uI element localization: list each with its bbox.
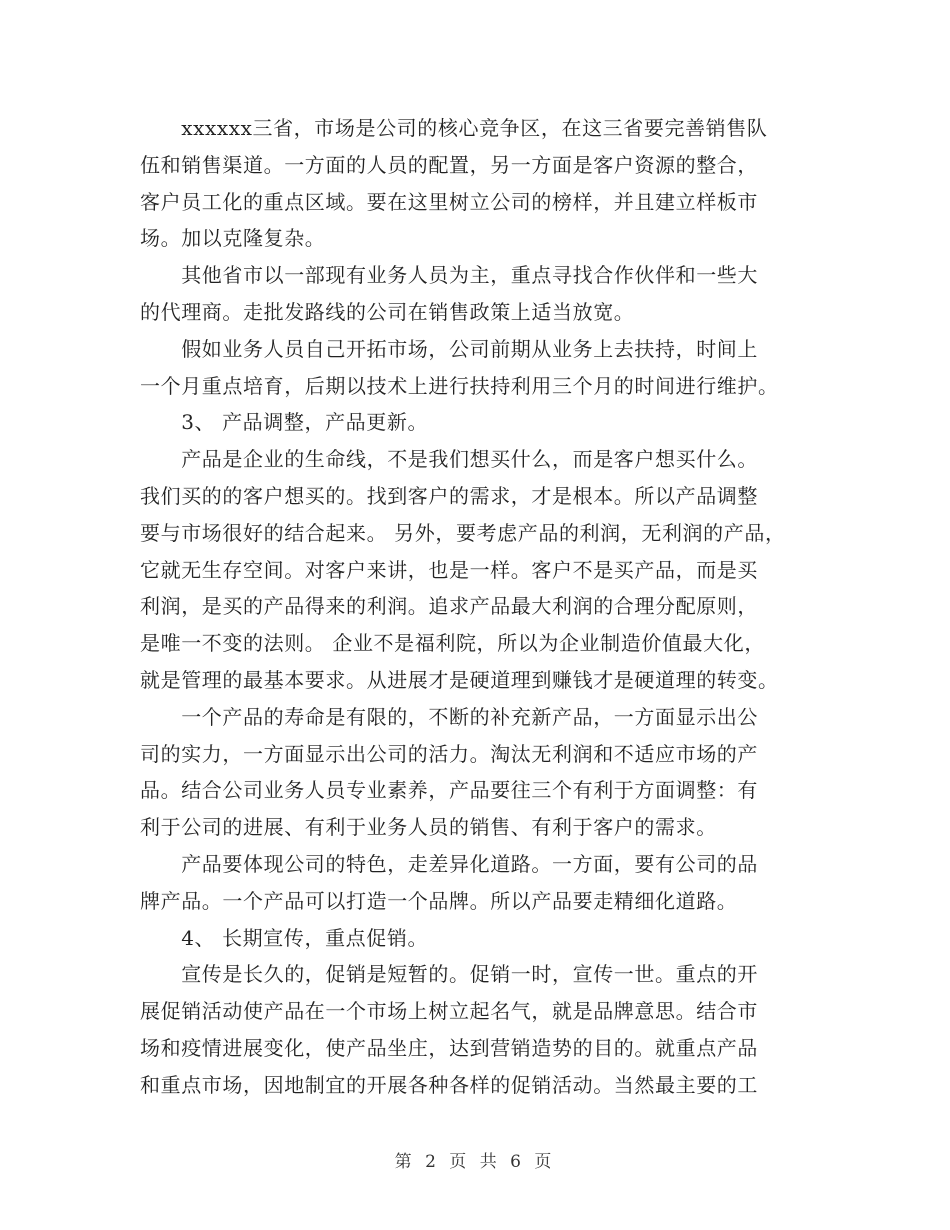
text-line: 场。加以克隆复杂。 (140, 226, 326, 251)
text-line: 场和疫情进展变化，使产品坐庄，达到营销造势的目的。就重点产品 (140, 1035, 758, 1060)
text-line: 司的实力，一方面显示出公司的活力。淘汰无利润和不适应市场的产 (140, 741, 758, 766)
text-line: 和重点市场，因地制宜的开展各种各样的促销活动。当然最主要的工 (140, 1072, 758, 1097)
text-line: 一个产品的寿命是有限的，不断的补充新产品，一方面显示出公 (140, 704, 758, 729)
text-line: 其他省市以一部现有业务人员为主，重点寻找合作伙伴和一些大 (140, 263, 758, 288)
text-line: 假如业务人员自己开拓市场，公司前期从业务上去扶持，时间上 (140, 336, 758, 361)
text-line: 是唯一不变的法则。 企业不是福利院，所以为企业制造价值最大化， (140, 631, 765, 656)
page-footer: 第 2 页 共 6 页 (394, 1152, 556, 1172)
text-line: 3、 产品调整，产品更新。 (140, 410, 429, 435)
text-line: 伍和销售渠道。一方面的人员的配置，另一方面是客户资源的整合， (140, 152, 758, 177)
text-line: 牌产品。一个产品可以打造一个品牌。所以产品要走精细化道路。 (140, 888, 738, 913)
text-line: 产品要体现公司的特色，走差异化道路。一方面，要有公司的品 (140, 851, 758, 876)
text-line: 展促销活动使产品在一个市场上树立起名气，就是品牌意思。结合市 (140, 999, 758, 1024)
text-line: 品。结合公司业务人员专业素养，产品要往三个有利于方面调整：有 (140, 778, 758, 803)
text-line: 4、 长期宣传，重点促销。 (140, 925, 429, 950)
text-line: 宣传是长久的，促销是短暂的。促销一时，宣传一世。重点的开 (140, 962, 758, 987)
text-line: 我们买的的客户想买的。找到客户的需求，才是根本。所以产品调整 (140, 483, 758, 508)
text-line: 产品是企业的生命线，不是我们想买什么，而是客户想买什么。 (140, 447, 758, 472)
document-body (140, 110, 820, 1104)
text-line: 客户员工化的重点区域。要在这里树立公司的榜样，并且建立样板市 (140, 189, 758, 214)
text-line: 利润，是买的产品得来的利润。追求产品最大利润的合理分配原则， (140, 594, 758, 619)
text-line: xxxxxx三省，市场是公司的核心竞争区，在这三省要完善销售队 (140, 116, 768, 140)
text-line: 它就无生存空间。对客户来讲，也是一样。客户不是买产品，而是买 (140, 557, 758, 582)
text-line: 就是管理的最基本要求。从进展才是硬道理到赚钱才是硬道理的转变。 (140, 667, 779, 692)
text-line: 的代理商。走批发路线的公司在销售政策上适当放宽。 (140, 299, 635, 324)
text-line: 利于公司的进展、有利于业务人员的销售、有利于客户的需求。 (140, 815, 717, 840)
text-line: 一个月重点培育，后期以技术上进行扶持利用三个月的时间进行维护。 (140, 373, 779, 398)
text-line: 要与市场很好的结合起来。 另外，要考虑产品的利润，无利润的产品， (140, 520, 786, 545)
